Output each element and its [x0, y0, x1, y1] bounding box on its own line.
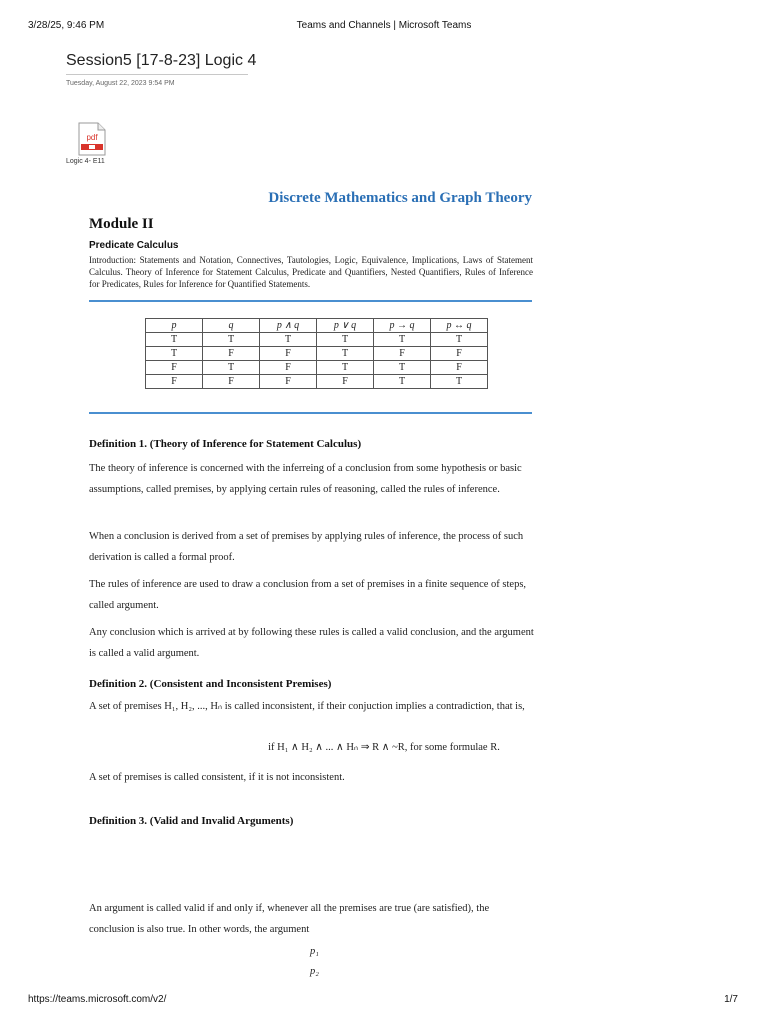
definition-3-paragraph-1: An argument is called valid if and only if, whenever all the premises are true (are satisfied), the conclusion is also true. In other words, the argument: [89, 903, 490, 935]
print-page-title: Teams and Channels | Microsoft Teams: [296, 20, 472, 31]
definition-1-paragraph-1: The theory of inference is concerned with the inferreing of a conclusion from some hypothesis or basic assumptions, called premises, by applying certain rules of reasoning, called the rules of inference.: [89, 463, 522, 495]
table-cell: T: [431, 333, 488, 347]
premise-p1: p₁: [310, 946, 319, 957]
title-divider: [66, 74, 248, 75]
table-header: p ∧ q: [260, 319, 317, 333]
note-date: Tuesday, August 22, 2023 9:54 PM: [66, 80, 175, 87]
table-header: p ↔ q: [431, 319, 488, 333]
table-cell: T: [374, 333, 431, 347]
table-cell: F: [146, 361, 203, 375]
definition-1-paragraph-4: Any conclusion which is arrived at by following these rules is called a valid conclusion, and the argument is called a valid argument.: [89, 627, 534, 659]
table-cell: T: [317, 333, 374, 347]
table-cell: T: [146, 333, 203, 347]
truth-table: [145, 318, 488, 389]
pdf-icon-text: pdf: [86, 133, 98, 142]
section-divider-top: [89, 300, 532, 302]
page-counter: 1/7: [724, 994, 738, 1005]
print-url: https://teams.microsoft.com/v2/: [28, 994, 167, 1005]
definition-2-paragraph-1: A set of premises H₁, H₂, ..., Hₙ is called inconsistent, if their conjuction implies a contradiction, that is,: [89, 701, 525, 712]
module-heading: Module II: [89, 216, 154, 232]
table-cell: F: [203, 347, 260, 361]
definition-1-paragraph-3: The rules of inference are used to draw a conclusion from a set of premises in a finite sequence of steps, called argument.: [89, 579, 527, 611]
table-cell: T: [146, 347, 203, 361]
pdf-file-icon: [76, 122, 108, 156]
note-title: Session5 [17-8-23] Logic 4: [66, 52, 257, 69]
table-header: p ∨ q: [317, 319, 374, 333]
table-cell: F: [260, 361, 317, 375]
table-header: p → q: [374, 319, 431, 333]
document-title: Discrete Mathematics and Graph Theory: [268, 190, 532, 206]
print-timestamp: 3/28/25, 9:46 PM: [28, 20, 105, 31]
table-row: [146, 333, 488, 347]
table-cell: T: [317, 361, 374, 375]
definition-2-paragraph-2: A set of premises is called consistent, if it is not inconsistent.: [89, 772, 345, 783]
table-cell: F: [260, 375, 317, 389]
section-divider-bottom: [89, 412, 532, 414]
table-cell: F: [431, 347, 488, 361]
table-row: [146, 347, 488, 361]
attachment-label: Logic 4- E11: [66, 158, 105, 165]
table-cell: T: [260, 333, 317, 347]
table-row: [146, 375, 488, 389]
table-cell: T: [374, 375, 431, 389]
table-cell: F: [431, 361, 488, 375]
inconsistency-formula: if H₁ ∧ H₂ ∧ ... ∧ Hₙ ⇒ R ∧ ~R, for some formulae R.: [268, 742, 500, 753]
table-header: q: [203, 319, 260, 333]
table-cell: T: [317, 347, 374, 361]
table-header: p: [146, 319, 203, 333]
table-cell: T: [431, 375, 488, 389]
table-cell: F: [260, 347, 317, 361]
table-cell: T: [374, 361, 431, 375]
table-cell: F: [146, 375, 203, 389]
definition-1-heading: Definition 1. (Theory of Inference for Statement Calculus): [89, 438, 362, 450]
section-subtitle: Predicate Calculus: [89, 240, 179, 251]
table-cell: F: [203, 375, 260, 389]
definition-3-heading: Definition 3. (Valid and Invalid Arguments): [89, 815, 294, 827]
table-header-row: [146, 319, 488, 333]
definition-2-heading: Definition 2. (Consistent and Inconsistent Premises): [89, 678, 332, 690]
table-cell: F: [374, 347, 431, 361]
table-cell: T: [203, 333, 260, 347]
table-cell: F: [317, 375, 374, 389]
pdf-attachment[interactable]: [66, 122, 112, 165]
table-cell: T: [203, 361, 260, 375]
table-row: [146, 361, 488, 375]
premise-p2: p₂: [310, 966, 319, 977]
definition-1-paragraph-2: When a conclusion is derived from a set of premises by applying rules of inference, the process of such derivation is called a formal proof.: [89, 531, 524, 563]
intro-paragraph: Introduction: Statements and Notation, Connectives, Tautologies, Logic, Equivalence, Implications, Laws of Statement Calculus. Theory of Inference for Statement Calculus, Predicate and Quantifiers, Nested Quantifiers, Rules of Inference for Predicates, Rules for Inference for Quantified Statements.: [89, 255, 533, 289]
